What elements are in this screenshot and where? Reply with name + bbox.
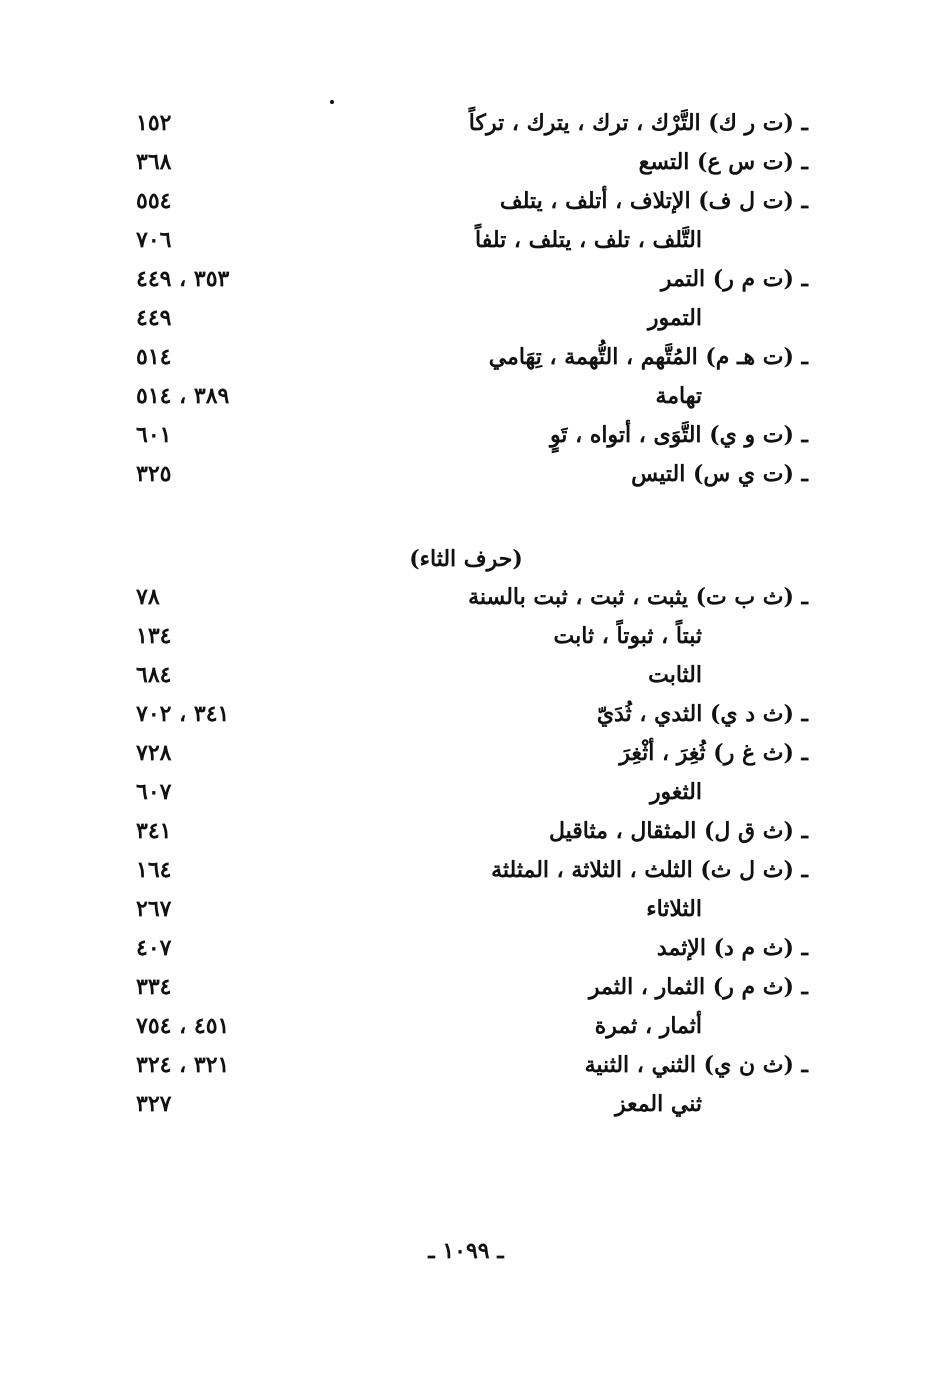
entry-pages: ٣٢١ ، ٣٢٤: [136, 1052, 230, 1078]
entry-text: تهامة: [655, 383, 702, 409]
entry-pages: ٥٥٤: [136, 188, 172, 214]
index-entry: [0, 734, 932, 772]
entry-text: ثبتاً ، ثبوتاً ، ثابت: [553, 623, 702, 649]
entry-text: التمور: [647, 305, 702, 331]
entry-text: ـ (ث ق ل) المثقال ، مثاقيل: [548, 818, 808, 844]
entry-text: ـ (ث غ ر) ثُغِرَ ، أثْغِرَ: [619, 740, 808, 766]
index-entry: [0, 1046, 932, 1084]
entry-text: ـ (ث م د) الإثمد: [656, 935, 808, 961]
index-entry: [0, 617, 932, 655]
entry-pages: ٧٢٨: [136, 740, 172, 766]
index-entry: [0, 416, 932, 454]
index-entry: [0, 143, 932, 181]
index-entry: [0, 851, 932, 889]
entry-pages: ٢٦٧: [136, 896, 172, 922]
entry-text: الثغور: [649, 779, 702, 805]
entry-pages: ٤٥١ ، ٧٥٤: [136, 1013, 230, 1039]
index-entry: [0, 182, 932, 220]
index-entry: [0, 104, 932, 142]
entry-text: الثلاثاء: [646, 896, 702, 922]
entry-text: ـ (ث ل ث) الثلث ، الثلاثة ، المثلثة: [491, 857, 808, 883]
entry-text: الثابت: [648, 662, 702, 688]
entry-pages: ٤٤٩: [136, 305, 172, 331]
entry-text: ـ (ت ي س) التيس: [631, 461, 808, 487]
entry-text: ـ (ت س ع) التسع: [638, 149, 808, 175]
index-entry: [0, 338, 932, 376]
index-entry: [0, 578, 932, 616]
entry-pages: ٣٤١: [136, 818, 172, 844]
entry-pages: ٣٦٨: [136, 149, 172, 175]
entry-text: ـ (ث ن ي) الثني ، الثنية: [584, 1052, 808, 1078]
index-entry: [0, 812, 932, 850]
entry-text: ـ (ت م ر) التمر: [660, 266, 808, 292]
entry-pages: ٣٤١ ، ٧٠٢: [136, 701, 230, 727]
entry-text: ـ (ث د ي) الثدي ، ثُدَيّ: [596, 701, 808, 727]
index-entry: [0, 656, 932, 694]
page-number: ـ ١٠٩٩ ـ: [428, 1238, 504, 1264]
entry-pages: ٧٨: [136, 584, 160, 610]
index-entry: [0, 773, 932, 811]
entry-pages: ٦٠١: [136, 422, 172, 448]
index-entry: [0, 221, 932, 259]
index-entry: [0, 377, 932, 415]
index-entry: [0, 299, 932, 337]
entry-pages: ٣٢٧: [136, 1091, 172, 1117]
entry-text: التَّلف ، تلف ، يتلف ، تلفاً: [474, 227, 702, 253]
entry-text: ـ (ث ب ت) يثبت ، ثبت ، ثبت بالسنة: [468, 584, 808, 610]
entry-pages: ١٣٤: [136, 623, 172, 649]
entry-pages: ٥١٤: [136, 344, 172, 370]
entry-pages: ٦٠٧: [136, 779, 172, 805]
index-entry: [0, 695, 932, 733]
entry-pages: ٣٥٣ ، ٤٤٩: [136, 266, 230, 292]
entry-text: ثني المعز: [614, 1091, 702, 1117]
entry-text: ـ (ت هـ م) المُتَّهم ، التُّهمة ، تِهَامي: [488, 344, 808, 370]
entry-pages: ٣٣٤: [136, 974, 172, 1000]
entry-pages: ٣٢٥: [136, 461, 172, 487]
entry-pages: ٧٠٦: [136, 227, 172, 253]
index-entry: [0, 1085, 932, 1123]
entry-pages: ٦٨٤: [136, 662, 172, 688]
entry-pages: ١٦٤: [136, 857, 172, 883]
index-entry: [0, 1007, 932, 1045]
entry-text: ـ (ت ل ف) الإتلاف ، أتلف ، يتلف: [499, 188, 808, 214]
entry-text: ـ (ث م ر) الثمار ، الثمر: [588, 974, 808, 1000]
index-entry: [0, 260, 932, 298]
entry-text: ـ (ت ر ك) التَّرْك ، ترك ، يترك ، تركاً: [468, 110, 808, 136]
index-entry: [0, 455, 932, 493]
index-entry: [0, 929, 932, 967]
entry-text: أثمار ، ثمرة: [594, 1013, 702, 1039]
index-entry: [0, 968, 932, 1006]
entry-pages: ٣٨٩ ، ٥١٤: [136, 383, 230, 409]
index-entry: [0, 890, 932, 928]
entry-pages: ٤٠٧: [136, 935, 172, 961]
section-title: (حرف الثاء): [409, 546, 523, 572]
entry-text: ـ (ت و ي) التَّوَى ، أتواه ، تَوٍ: [549, 422, 808, 448]
entry-pages: ١٥٢: [136, 110, 172, 136]
